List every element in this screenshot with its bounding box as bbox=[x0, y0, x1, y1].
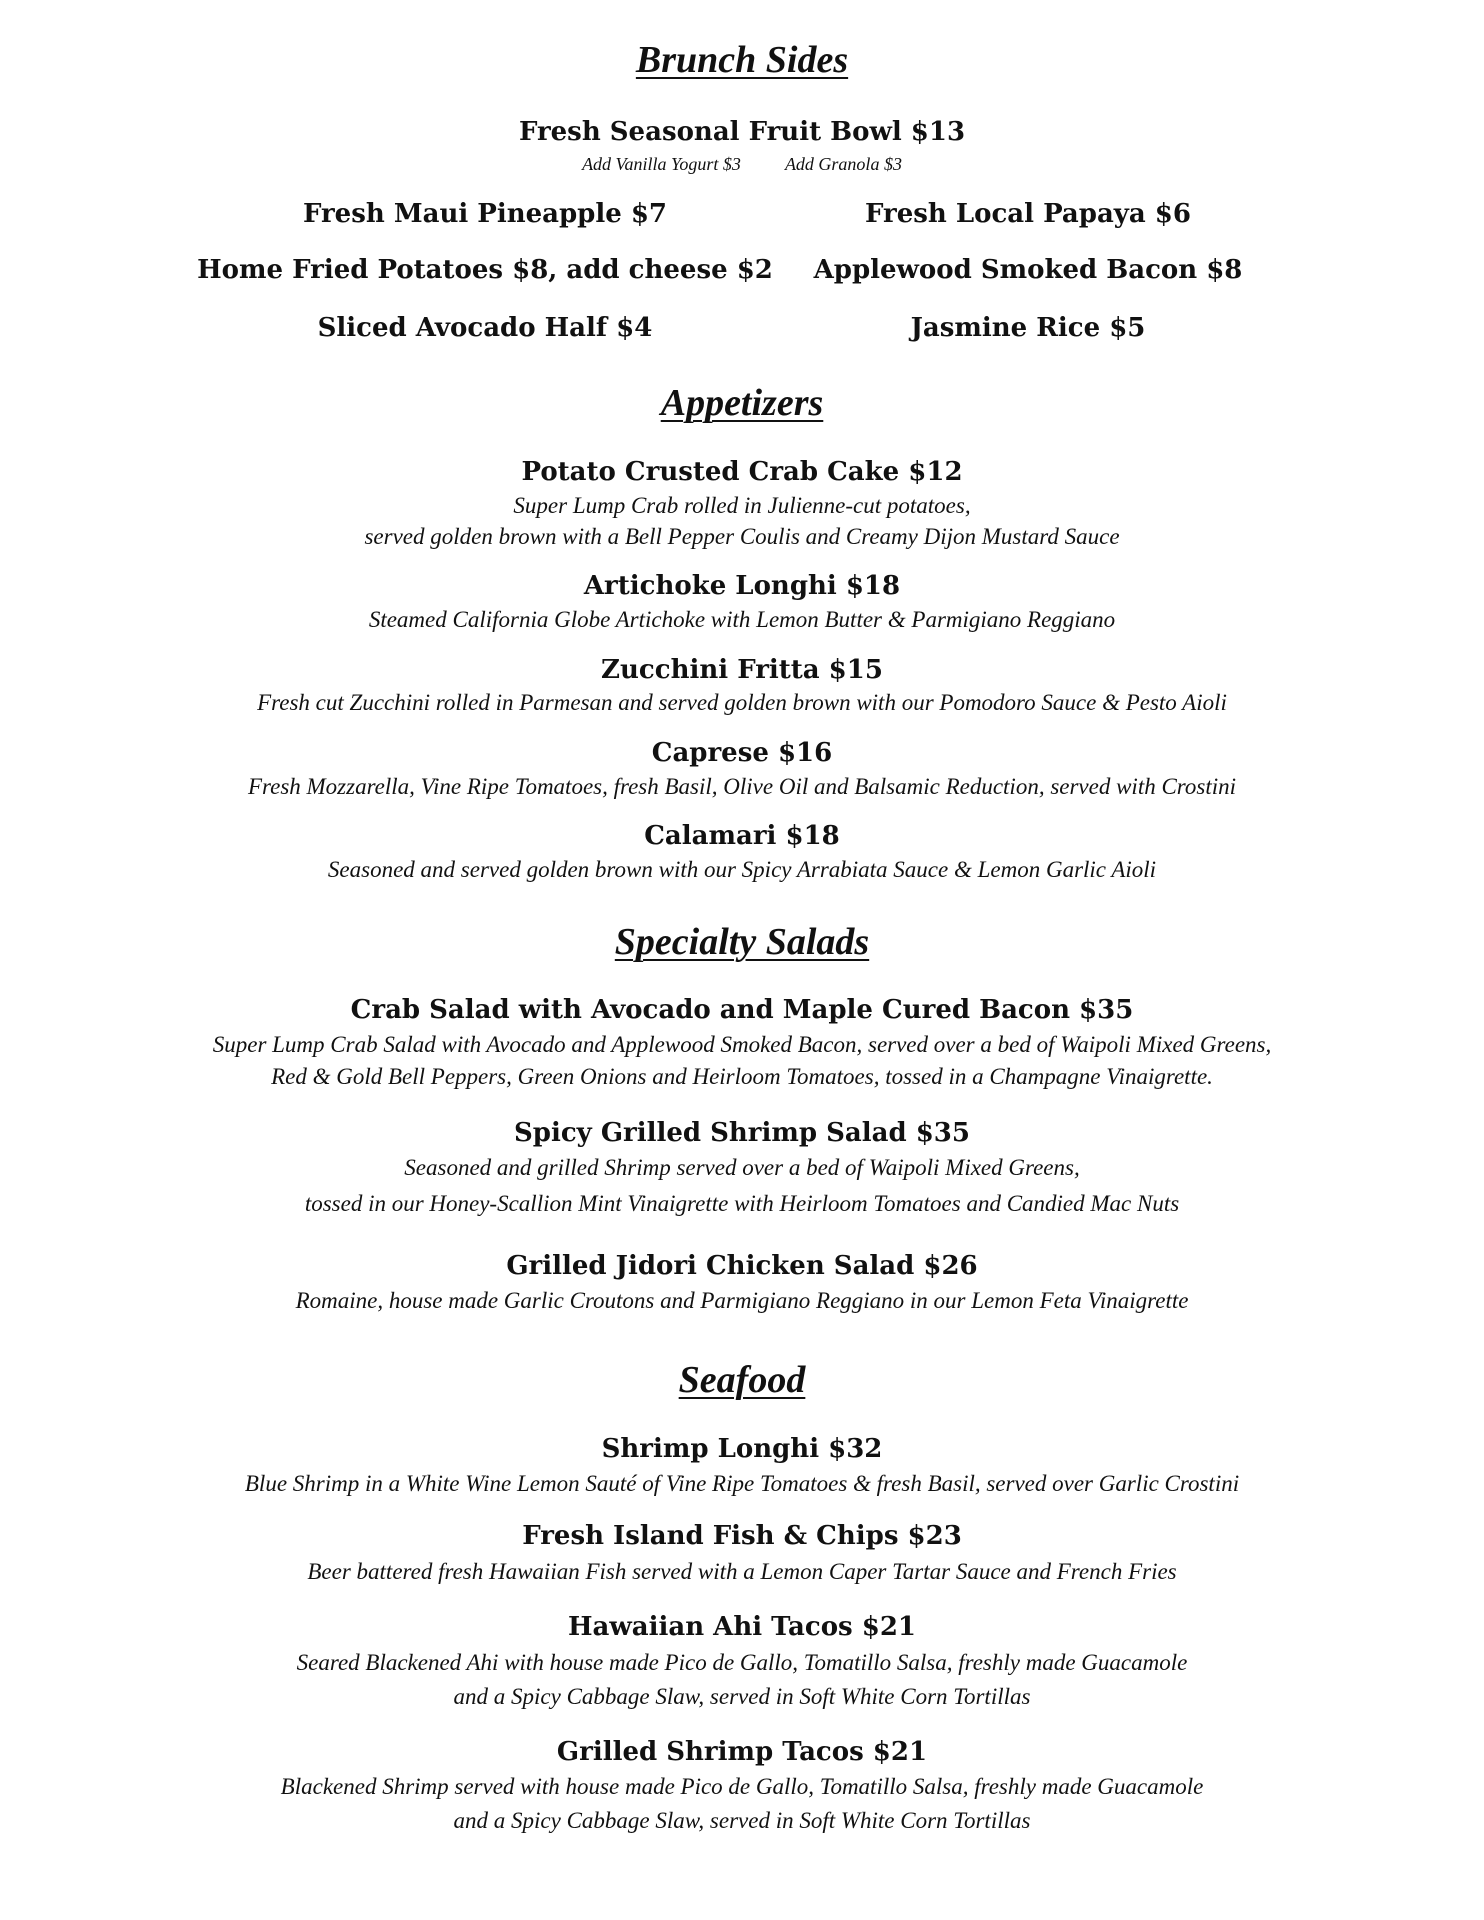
menu-item-name: Artichoke Longhi $18 bbox=[583, 571, 901, 601]
section-title-seafood: Seafood bbox=[678, 1359, 806, 1401]
menu-item-name: Grilled Shrimp Tacos $21 bbox=[556, 1737, 928, 1767]
addons-line bbox=[0, 153, 1484, 175]
menu-item-description: Fresh Mozzarella, Vine Ripe Tomatoes, fresh Basil, Olive Oil and Balsamic Reduction, served with Crostini bbox=[247, 774, 1237, 799]
side-item: Home Fried Potatoes $8, add cheese $2 bbox=[197, 255, 773, 285]
menu-item-name: Crab Salad with Avocado and Maple Cured Bacon $35 bbox=[350, 995, 1134, 1025]
menu-item-name: Zucchini Fritta $15 bbox=[601, 655, 883, 685]
addon-option: Add Granola $3 bbox=[784, 154, 902, 174]
menu-item-description: Steamed California Globe Artichoke with Lemon Butter & Parmigiano Reggiano bbox=[368, 607, 1116, 632]
menu-item-description: Beer battered fresh Hawaiian Fish served with a Lemon Caper Tartar Sauce and French Fries bbox=[307, 1559, 1177, 1584]
menu-item-description: Seasoned and grilled Shrimp served over a bed of Waipoli Mixed Greens, bbox=[404, 1155, 1080, 1180]
section-title-appetizers: Appetizers bbox=[660, 382, 824, 424]
menu-item-name: Fresh Island Fish & Chips $23 bbox=[522, 1521, 962, 1551]
menu-item-description: Super Lump Crab Salad with Avocado and Applewood Smoked Bacon, served over a bed of Waipoli Mixed Greens, bbox=[212, 1032, 1272, 1057]
menu-item-description: Blue Shrimp in a White Wine Lemon Sauté of Vine Ripe Tomatoes & fresh Basil, served over Garlic Crostini bbox=[244, 1471, 1240, 1496]
menu-item-description: Fresh cut Zucchini rolled in Parmesan and served golden brown with our Pomodoro Sauce & Pesto Aioli bbox=[257, 690, 1227, 715]
menu-item-description: Blackened Shrimp served with house made Pico de Gallo, Tomatillo Salsa, freshly made Guacamole bbox=[280, 1774, 1204, 1799]
menu-item-name: Spicy Grilled Shrimp Salad $35 bbox=[514, 1118, 970, 1148]
menu-item-name: Caprese $16 bbox=[651, 738, 833, 768]
side-item: Sliced Avocado Half $4 bbox=[317, 313, 653, 343]
menu-item-description: served golden brown with a Bell Pepper Coulis and Creamy Dijon Mustard Sauce bbox=[364, 524, 1120, 549]
side-item: Fresh Maui Pineapple $7 bbox=[302, 199, 668, 229]
menu-item-description: Romaine, house made Garlic Croutons and Parmigiano Reggiano in our Lemon Feta Vinaigrette bbox=[295, 1288, 1189, 1313]
menu-item-name: Grilled Jidori Chicken Salad $26 bbox=[506, 1251, 978, 1281]
menu-item-name: Calamari $18 bbox=[644, 821, 840, 851]
menu-item-description: and a Spicy Cabbage Slaw, served in Soft White Corn Tortillas bbox=[453, 1808, 1031, 1833]
menu-item-description: Seasoned and served golden brown with our Spicy Arrabiata Sauce & Lemon Garlic Aioli bbox=[327, 857, 1157, 882]
menu-item-description: Seared Blackened Ahi with house made Pico de Gallo, Tomatillo Salsa, freshly made Guacamole bbox=[296, 1650, 1188, 1675]
menu-item-description: Red & Gold Bell Peppers, Green Onions and Heirloom Tomatoes, tossed in a Champagne Vinaigrette. bbox=[271, 1064, 1213, 1089]
menu-item-name: Fresh Seasonal Fruit Bowl $13 bbox=[518, 117, 966, 147]
side-item: Fresh Local Papaya $6 bbox=[865, 199, 1191, 229]
menu-item-description: and a Spicy Cabbage Slaw, served in Soft White Corn Tortillas bbox=[453, 1684, 1031, 1709]
menu-item-name: Hawaiian Ahi Tacos $21 bbox=[567, 1612, 917, 1642]
menu-item-description: tossed in our Honey-Scallion Mint Vinaigrette with Heirloom Tomatoes and Candied Mac Nuts bbox=[304, 1191, 1180, 1216]
menu-item-name: Potato Crusted Crab Cake $12 bbox=[521, 457, 963, 487]
addon-option: Add Vanilla Yogurt $3 bbox=[582, 154, 741, 174]
menu-item-description: Super Lump Crab rolled in Julienne-cut potatoes, bbox=[513, 493, 971, 518]
side-item: Applewood Smoked Bacon $8 bbox=[813, 255, 1243, 285]
section-title-specialty-salads: Specialty Salads bbox=[614, 921, 870, 963]
section-title-brunch-sides: Brunch Sides bbox=[635, 39, 849, 81]
side-item: Jasmine Rice $5 bbox=[910, 313, 1146, 343]
menu-item-name: Shrimp Longhi $32 bbox=[601, 1434, 883, 1464]
